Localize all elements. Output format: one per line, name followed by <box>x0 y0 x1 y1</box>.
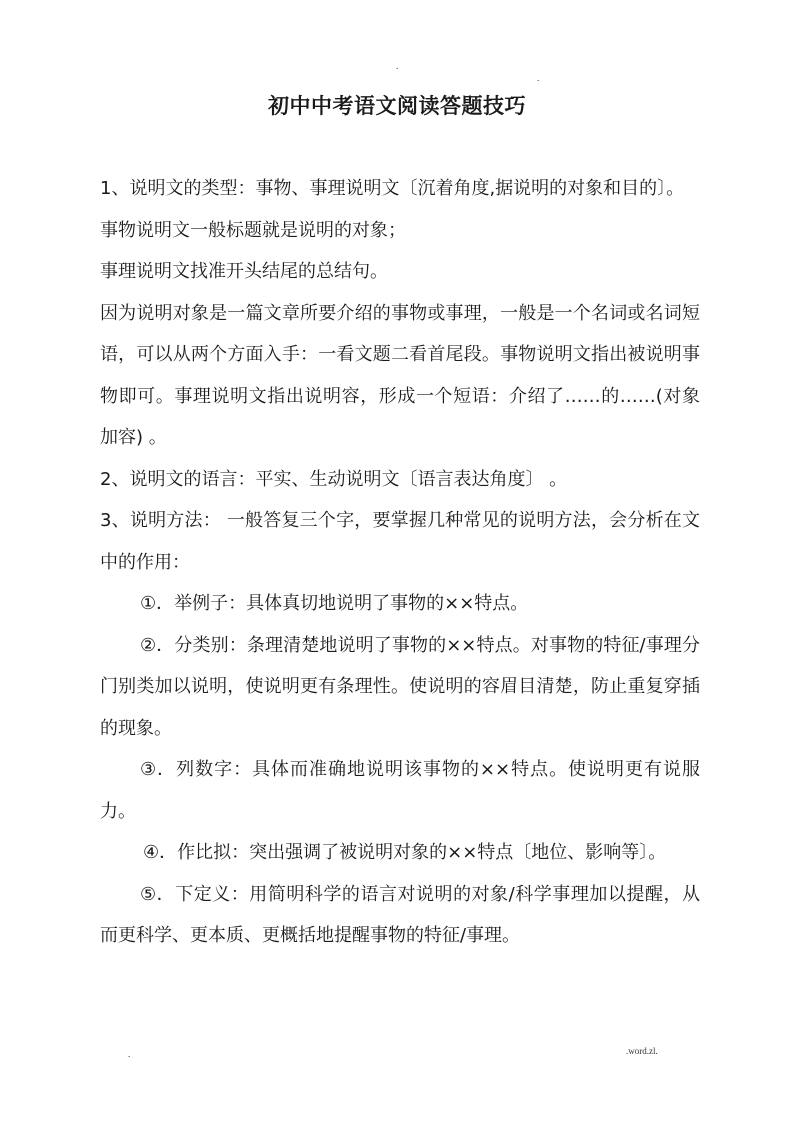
paragraph-object-title: 事物说明文一般标题就是说明的对象； <box>100 219 406 241</box>
method-example: ①．举例子：具体真切地说明了事物的××特点。 <box>140 593 529 614</box>
document-body <box>100 168 700 957</box>
method-definition: ⑤．下定义：用简明科学的语言对说明的对象/科学事理加以提醒，从而更科学、更本质、更概括地提醒事物的特征/事理。 <box>100 883 700 946</box>
paragraph-methods: 3、说明方法： 一般答复三个字，要掌握几种常见的说明方法，会分析在文中的作用： <box>100 510 700 573</box>
method-numbers: ③．列数字：具体而准确地说明该事物的××特点。使说明更有说服力。 <box>100 759 700 822</box>
footer-dot-mark: . <box>128 1049 131 1059</box>
header-dot-mark-right: . <box>537 73 540 83</box>
paragraph-summary-sentence: 事理说明文找准开头结尾的总结句。 <box>100 261 388 282</box>
paragraph-language: 2、说明文的语言：平实、生动说明文〔语言表达角度〕 。 <box>100 468 568 490</box>
footer-watermark-text: .word.zl. <box>626 1046 658 1056</box>
method-comparison: ④．作比拟：突出强调了被说明对象的××特点〔地位、影响等〕。 <box>143 842 667 863</box>
method-classification: ②．分类别：条理清楚地说明了事物的××特点。对事物的特征/事理分门别类加以说明，使说明更有条理性。使说明的容眉目清楚，防止重复穿插的现象。 <box>100 634 700 739</box>
paragraph-explanatory-types: 1、说明文的类型：事物、事理说明文〔沉着角度,据说明的对象和目的〕。 <box>100 178 685 199</box>
page-title: 初中中考语文阅读答题技巧 <box>268 94 526 118</box>
header-dot-mark: . <box>396 61 399 71</box>
paragraph-explanation-object: 因为说明对象是一篇文章所要介绍的事物或事理，一般是一个名词或名词短语，可以从两个方面入手：一看文题二看首尾段。事物说明文指出被说明事物即可。事理说明文指出说明容，形成一个短语：介绍了……的……(对象加容) 。 <box>100 302 700 448</box>
